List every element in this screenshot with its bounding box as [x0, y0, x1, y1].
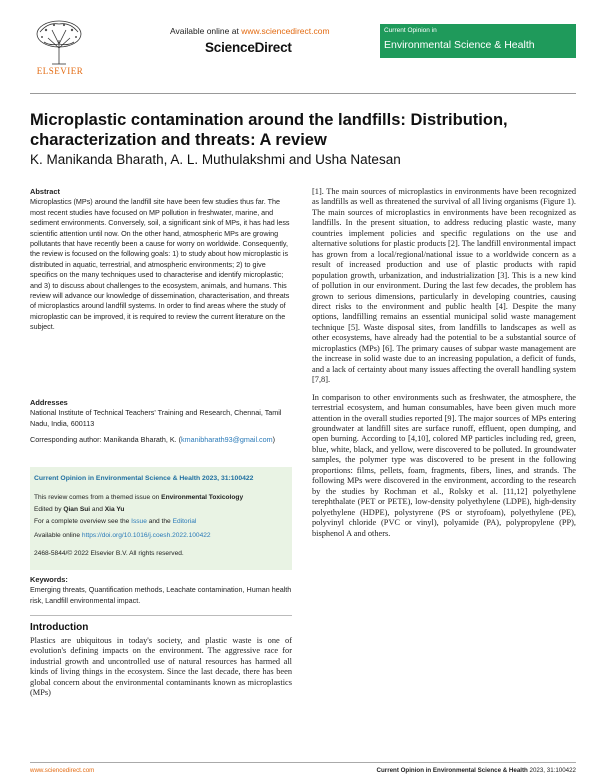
journal-banner[interactable] [380, 24, 576, 58]
site-link[interactable]: www.sciencedirect.com [241, 26, 330, 36]
addresses-section [30, 398, 292, 446]
editor-and: and [90, 506, 105, 513]
abstract-section [30, 187, 292, 333]
themed-issue-line [34, 494, 243, 501]
footer-divider [30, 762, 576, 763]
addresses-text: National Institute of Technical Teachers' Training and Research, Chennai, Tamil Nadu, India, 600113 [30, 408, 282, 428]
header-divider [30, 93, 576, 94]
journal-banner-small: Current Opinion in [384, 27, 437, 34]
footer-volume: 2023, 31:100422 [527, 767, 576, 774]
abstract-heading: Abstract [30, 187, 60, 196]
doi-link[interactable]: https://doi.org/10.1016/j.coesh.2022.100422 [81, 532, 211, 539]
keywords-section [30, 575, 292, 606]
footer-journal: Current Opinion in Environmental Science & Health [376, 767, 528, 774]
body-paragraph-1: [1]. The main sources of microplastics in environments have been recognized as landfills as well as threatened the survival of all living organisms (Figure 1). The main sources of microplastics in environments have been recognized as landfills. In the present situation, to address reducing plastic waste, many countries implement policies and specific regulations on the use and alternative solutions for plastic products [2]. The landfill environmental impact has grown from a local/regional/national issue to a worldwide concern as a result of increased production and use of plastic products with rapid population growth, urbanization, and industrialization [3]. This is a new kind of pollution in our environment. During the last few decades, the problem has grown to serious dimensions, particularly in developing countries, causing direct risks to the environment and public health [4]. Despite the many options, landfilling remains an essential municipal solid waste management technique [5]. Waste disposal sites, from landfills to landscapes as well as other ecosystems, have already had the potential to be a substantial source of microplastics (MPs) [6]. The primary causes of subpar waste management are the increase in solid waste due to an increasing population, a deficit of funds, and a lack of certainty about many issues affecting the overall handling system [7,8]. [312, 187, 577, 385]
body-paragraph-2: In comparison to other environments such as freshwater, the atmosphere, the terrestrial ecosystem, and human consumables, have been given much more attention in the overall studies reported [9]. The major sources of MPs entering groundwater at landfill sites are surface runoff, effluent, open dumping, and open burning. According to [4,10], colored MP particles including red, green, blue, white, black, and yellow, were discovered to be polluted. In groundwater samples, the polymer type was discovered to be present in the following proportions: films, pellets, foam, fragments, fibers, lines, and strands. The following MPs were discovered in the environment, according to the research by the studies by Rochman et al., Rolsky et al. [11,12] polyethylene terephthalate (PET or PETE), low-density polyethylene (LDPE), high-density polyethylene (HDPE), polystyrene (PS or styrofoam), polyethylene (PE), polyvinyl chloride (PVC or vinyl), polyamide (PA), polypropylene (PP), bisphenol A and others. [312, 392, 576, 538]
edited-by-prefix: Edited by [34, 506, 64, 513]
themed-issue-prefix: This review comes from a themed issue on [34, 494, 162, 501]
overview-and: and the [146, 518, 173, 525]
corresponding-author [30, 435, 292, 445]
publisher-name: ELSEVIER [36, 66, 84, 76]
journal-citation: Current Opinion in Environmental Science & Health 2023, 31:100422 [34, 475, 254, 482]
abstract-text: Microplastics (MPs) around the landfill site have been few studies thus far. The most recent studies have focused on MP pollution in freshwater, marine, and sediment environments. Conversely, soil, a significant sink of MPs, it has had less scientific attention until now. On the other hand, atmospheric MPs are growing pollutants that have recently been a cause for worry on worldwide. Consequently, the review is focused on the following goals: 1) to study about how microplastic is distributed in aquatic, terrestrial, and atmospheric environments; 2) to give specifics on the many techniques used to characterise and identify microplastic; and 3) to discuss about challenges to the ecosystem, animals, and humans. This review will advance our knowledge of dissemination, characterisation, and threats of microplastics around landfill systems. In order to find areas where the study of microplastic can be improved, it is required to review the current literature on the subject. [30, 197, 290, 332]
right-column [312, 187, 576, 546]
issue-link[interactable]: Issue [131, 518, 147, 525]
themed-issue-name: Environmental Toxicology [161, 494, 244, 501]
available-online-line [170, 26, 330, 36]
editor-1: Qian Sui [63, 506, 91, 513]
keywords-divider [30, 615, 292, 616]
editor-2: Xia Yu [104, 506, 125, 513]
copyright-line: 2468-5844/© 2022 Elsevier B.V. All rights reserved. [34, 550, 184, 557]
corresponding-end: ) [272, 435, 276, 445]
journal-banner-title: Environmental Science & Health [384, 39, 535, 51]
footer-citation [330, 767, 576, 774]
corresponding-label: Corresponding author: Manikanda Bharath, K. ( [30, 435, 182, 445]
keywords-heading: Keywords: [30, 575, 68, 584]
article-info-box [30, 467, 292, 570]
sciencedirect-wordmark[interactable]: ScienceDirect [205, 40, 292, 55]
doi-line [34, 532, 211, 539]
citation-line [34, 475, 253, 482]
available-online-label: Available online at [170, 26, 242, 36]
article-title: Microplastic contamination around the landfills: Distribution, characterization and threats: A review [30, 111, 508, 149]
keywords-text: Emerging threats, Quantification methods, Leachate contamination, Human health risk, Landfill environmental impact. [30, 585, 292, 605]
editorial-link[interactable]: Editorial [172, 518, 197, 525]
article-authors: K. Manikanda Bharath, A. L. Muthulakshmi and Usha Natesan [30, 152, 401, 167]
author-email-link[interactable]: kmanibharath93@gmail.com [181, 435, 273, 445]
introduction-text: Plastics are ubiquitous in today's society, and plastic waste is one of evolution's defining impacts on the environment. The aggressive race for industrial growth and uncontrolled use of natural resources has harmed all kinds of living things in the ecosystem. Since the last decade, there has been global concern about the environmental contaminants known as microplastics (MPs) [30, 636, 292, 698]
overview-line [34, 518, 196, 525]
introduction-heading: Introduction [30, 622, 89, 633]
overview-prefix: For a complete overview see the [34, 518, 132, 525]
addresses-heading: Addresses [30, 398, 68, 407]
footer-site-link[interactable]: www.sciencedirect.com [30, 767, 95, 774]
available-online-prefix: Available online [34, 532, 82, 539]
editors-line [34, 506, 124, 513]
